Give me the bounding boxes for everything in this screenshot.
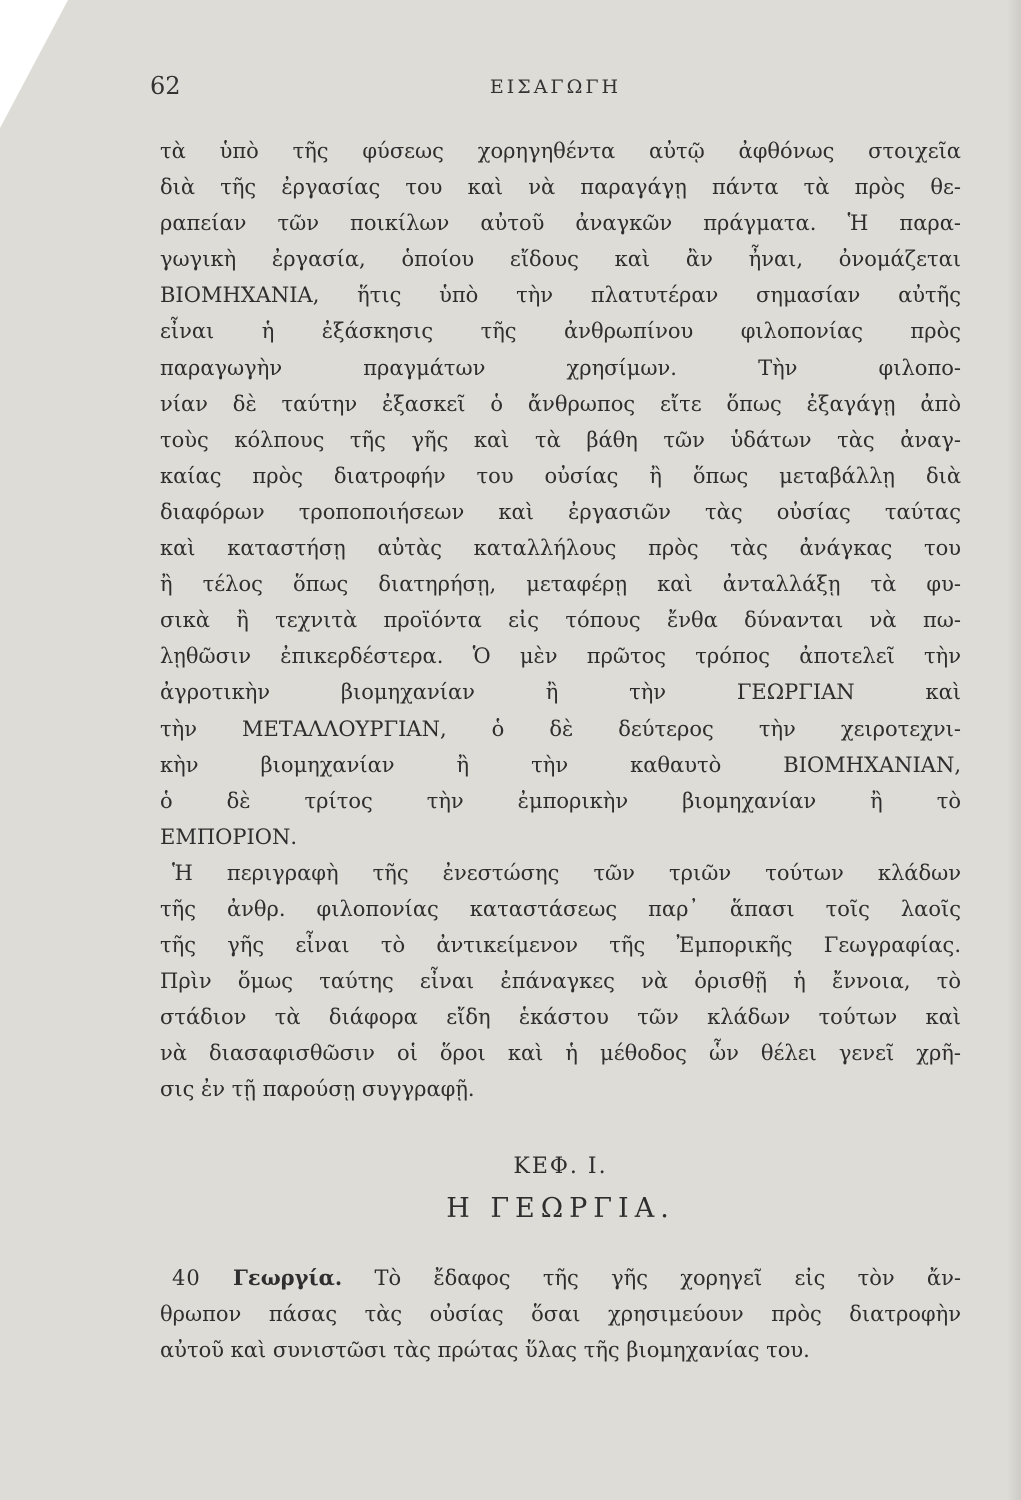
text-line: τὴν ΜΕΤΑΛΛΟΥΡΓΙΑΝ, ὁ δὲ δεύτερος τὴν χειροτεχνι- [160, 716, 961, 741]
text-line: τῆς γῆς εἶναι τὸ ἀντικείμενον τῆς Ἐμπορικῆς Γεωγραφίας. [160, 933, 961, 958]
text-line: κὴν βιομηχανίαν ἢ τὴν καθαυτὸ ΒΙΟΜΗΧΑΝΙΑΝ, [160, 752, 961, 777]
text-line: ραπείαν τῶν ποικίλων αὐτοῦ ἀναγκῶν πράγματα. Ἡ παρα- [160, 211, 961, 236]
text-line: σις ἐν τῇ παρούσῃ συγγραφῇ. [160, 1077, 475, 1102]
chapter-title: Η ΓΕΩΡΓΙΑ. [446, 1192, 675, 1224]
paragraph-1 [160, 133, 961, 855]
text-line: εἶναι ἡ ἐξάσκησις τῆς ἀνθρωπίνου φιλοπονίας πρὸς [160, 319, 961, 344]
section-line: θρωπον πάσας τὰς οὐσίας ὅσαι χρησιμεύουν πρὸς διατροφὴν [160, 1301, 961, 1326]
text-line: ΒΙΟΜΗΧΑΝΙΑ, ἥτις ὑπὸ τὴν πλατυτέραν σημασίαν αὐτῆς [160, 283, 961, 308]
text-line: σικὰ ἢ τεχνιτὰ προϊόντα εἰς τόπους ἔνθα δύνανται νὰ πω- [160, 608, 961, 633]
text-line: νὰ διασαφισθῶσιν οἱ ὅροι καὶ ἡ μέθοδος ὧν θέλει γενεῖ χρῆ- [160, 1041, 961, 1066]
text-line: παραγωγὴν πραγμάτων χρησίμων. Τὴν φιλοπο- [160, 355, 961, 380]
text-line: ἀγροτικὴν βιομηχανίαν ἢ τὴν ΓΕΩΡΓΙΑΝ καὶ [160, 680, 961, 705]
text-line: ἢ τέλος ὅπως διατηρήσῃ, μεταφέρῃ καὶ ἀνταλλάξῃ τὰ φυ- [160, 572, 961, 597]
torn-corner [0, 0, 68, 128]
section-line-text: Τὸ ἔδαφος τῆς γῆς χορηγεῖ εἰς τὸν ἄν- [374, 1265, 961, 1290]
text-line: λῃθῶσιν ἐπικερδέστερα. Ὁ μὲν πρῶτος τρόπος ἀποτελεῖ τὴν [160, 644, 961, 669]
running-title: ΕΙΣΑΓΩΓΗ [489, 76, 622, 98]
section-line: αὐτοῦ καὶ συνιστῶσι τὰς πρώτας ὕλας τῆς βιομηχανίας του. [160, 1337, 810, 1362]
section-number: 40 [172, 1265, 201, 1290]
text-line: νίαν δὲ ταύτην ἐξασκεῖ ὁ ἄνθρωπος εἴτε ὅπως ἐξαγάγῃ ἀπὸ [160, 391, 961, 416]
section-first-line [160, 1260, 961, 1296]
page-edge-shadow [1007, 0, 1021, 1500]
running-head [150, 72, 961, 106]
text-line: τῆς ἀνθρ. φιλοπονίας καταστάσεως παρ᾽ ἅπασι τοῖς λαοῖς [160, 896, 961, 921]
section-title: Γεωργία. [233, 1264, 343, 1290]
text-line: Ἡ περιγραφὴ τῆς ἐνεστώσης τῶν τριῶν τούτων κλάδων [172, 860, 961, 885]
text-line: στάδιον τὰ διάφορα εἴδη ἑκάστου τῶν κλάδων τούτων καὶ [160, 1005, 961, 1030]
text-line: διὰ τῆς ἐργασίας του καὶ νὰ παραγάγῃ πάντα τὰ πρὸς θε- [160, 175, 961, 200]
text-line: Πρὶν ὅμως ταύτης εἶναι ἐπάναγκες νὰ ὁρισθῇ ἡ ἔννοια, τὸ [160, 969, 961, 994]
text-line: γωγικὴ ἐργασία, ὁποίου εἴδους καὶ ἂν ἦναι, ὀνομάζεται [160, 247, 961, 272]
text-line: ὁ δὲ τρίτος τὴν ἐμπορικὴν βιομηχανίαν ἢ τὸ [160, 788, 961, 813]
text-line: καὶ καταστήσῃ αὐτὰς καταλλήλους πρὸς τὰς ἀνάγκας του [160, 536, 961, 561]
page-number: 62 [150, 72, 181, 100]
text-line: ΕΜΠΟΡΙΟΝ. [160, 824, 298, 849]
text-line: διαφόρων τροποποιήσεων καὶ ἐργασιῶν τὰς οὐσίας ταύτας [160, 499, 961, 524]
section-40 [160, 1260, 961, 1368]
page-body [160, 133, 961, 1368]
text-line: τὰ ὑπὸ τῆς φύσεως χορηγηθέντα αὐτῷ ἀφθόνως στοιχεῖα [160, 139, 961, 163]
chapter-label: ΚΕΦ. Ι. [513, 1153, 608, 1179]
text-line: τοὺς κόλπους τῆς γῆς καὶ τὰ βάθη τῶν ὑδάτων τὰς ἀναγ- [160, 427, 961, 452]
text-line: καίας πρὸς διατροφήν του οὐσίας ἢ ὅπως μεταβάλλῃ διὰ [160, 463, 961, 488]
paragraph-2 [160, 855, 961, 1108]
